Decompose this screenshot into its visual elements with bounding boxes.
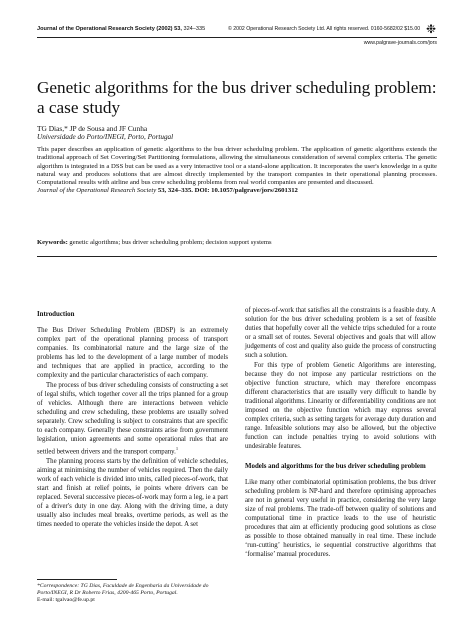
citation-details: 53, 324–335. DOI: 10.1057/palgrave/jors/2601312 [156,187,298,195]
journal-name: Journal of the Operational Research Society (2002) [37,26,173,32]
author-affiliation: Universidade do Porto/INEGI, Porto, Portugal [37,133,174,141]
abstract-text: This paper describes an application of genetic algorithms to the bus driver scheduling problem. The application of genetic algorithms extends the traditional approach of Set Covering/Set Partitioning formulations, allowing the simultaneous consideration of several complex criteria. The genetic algorithm is integrated in a DSS but can be used as a very interactive tool or a stand-alone application. It incorporates the user's knowledge in a quite natural way and produces solutions that are almost directly implemented by the transport companies in their operational planning processes. Computational results with airline and bus crew scheduling problems from real world companies are presented and discussed. [37,146,437,187]
journal-url: www.palgrave-journals.com/jors [363,40,437,46]
journal-pages: 324–335 [183,26,206,32]
right-column [245,306,436,559]
journal-header [37,26,205,32]
intro-paragraph-2-text: The process of bus driver scheduling consists of constructing a set of legal shifts, which together cover all the trips planned for a group of vehicles. Although there are interactions between vehicle scheduling and crew scheduling, these problems are usually solved separately. Crew scheduling is subject to constraints that are specific to each company. Generally these constraints arise from government legislation, union agreements and some operational rules that are settled between drivers and the transport company. [37,381,228,456]
snowflake-logo-icon: ❉ [426,22,437,36]
copyright-notice: © 2002 Operational Research Society Ltd. All rights reserved. 0160-5682/02 $15.00 [228,26,421,32]
right-paragraph-3: Like many other combinatorial optimisation problems, the bus driver scheduling problem is NP-hard and therefore optimising approaches are not in general very useful in practice, considering the very large size of real problems. The trade-off between quality of solutions and computational time in practice leads to the use of heuristic procedures that aim at efficiently producing good solutions as close as possible to those obtained manually in real time. These include ‘run-cutting’ heuristics, ie sequential constructive algorithms that ‘formalise’ manual procedures. [245,478,436,559]
section-heading-models: Models and algorithms for the bus driver scheduling problem [245,462,426,470]
section-heading-introduction: Introduction [37,311,75,318]
right-paragraph-1: of pieces-of-work that satisfies all the constraints is a feasible duty. A solution for the bus driver scheduling problem is a set of feasible duties that hopefully cover all the vehicle trips scheduled for a route or a small set of routes. Several objectives and goals that will allow judgements of cost and quality also guide the process of constructing such a solution. [245,307,436,360]
intro-paragraph-2 [37,381,228,457]
paper-authors: TG Dias,* JP de Sousa and JF Cunha [37,124,148,133]
intro-paragraph-3: The planning process starts by the definition of vehicle schedules, aiming at minimising the number of vehicles required. Then the daily work of each vehicle is divided into units, called pieces-of-work, that start and finish at relief points, ie points where drivers can be replaced. Several successive pieces-of-work may form a leg, ie a part of a driver's duty in one day. Along with the driving time, a duty usually also includes meal breaks, overtime periods, as well as the times needed to operate the vehicles inside the depot. A set [37,457,228,529]
section-divider [37,256,437,257]
keywords [37,239,437,246]
footnote [37,583,237,605]
paper-title: Genetic algorithms for the bus driver scheduling problem: a case study [37,78,437,117]
citation-journal: Journal of the Operational Research Society [37,187,157,195]
keywords-list: genetic algorithms; bus driver scheduling problem; decision support systems [67,239,272,246]
footnote-ref: 1 [175,446,179,452]
correspondence-email: E-mail: tgalvao@fe.up.pt [37,597,95,604]
keywords-label: Keywords: [37,239,68,246]
header-rule [37,37,437,38]
abstract [37,146,437,196]
intro-paragraph-1: The Bus Driver Scheduling Problem (BDSP) is an extremely complex part of the operational planning process of transport companies. Its combinatorial nature and the large size of the problems has led to the development of a large number of models and techniques that are applied in practice, according to the complexity and the particular characteristics of each company. [37,327,228,380]
footnote-rule [37,579,117,580]
journal-volume: 53, [174,26,182,32]
left-column [37,310,228,529]
right-paragraph-2: For this type of problem Genetic Algorithms are interesting, because they do not impose any particular restrictions on the objective function structure, which may therefore encompass different characteristics that are usually very difficult to handle by traditional algorithms. Linearity or differentiability conditions are not imposed on the objective function which may express several complex criteria, such as setting targets for average duty duration and range. Infeasible solutions may also be allowed, but the objective function can include penalties trying to avoid solutions with undesirable features. [245,361,436,451]
correspondence-note: *Correspondence: TG Dias, Faculdade de Engenharia da Universidade do Porto/INEGI, R Dr Roberto Frias, 4200-465 Porto, Portugal. [37,583,209,597]
